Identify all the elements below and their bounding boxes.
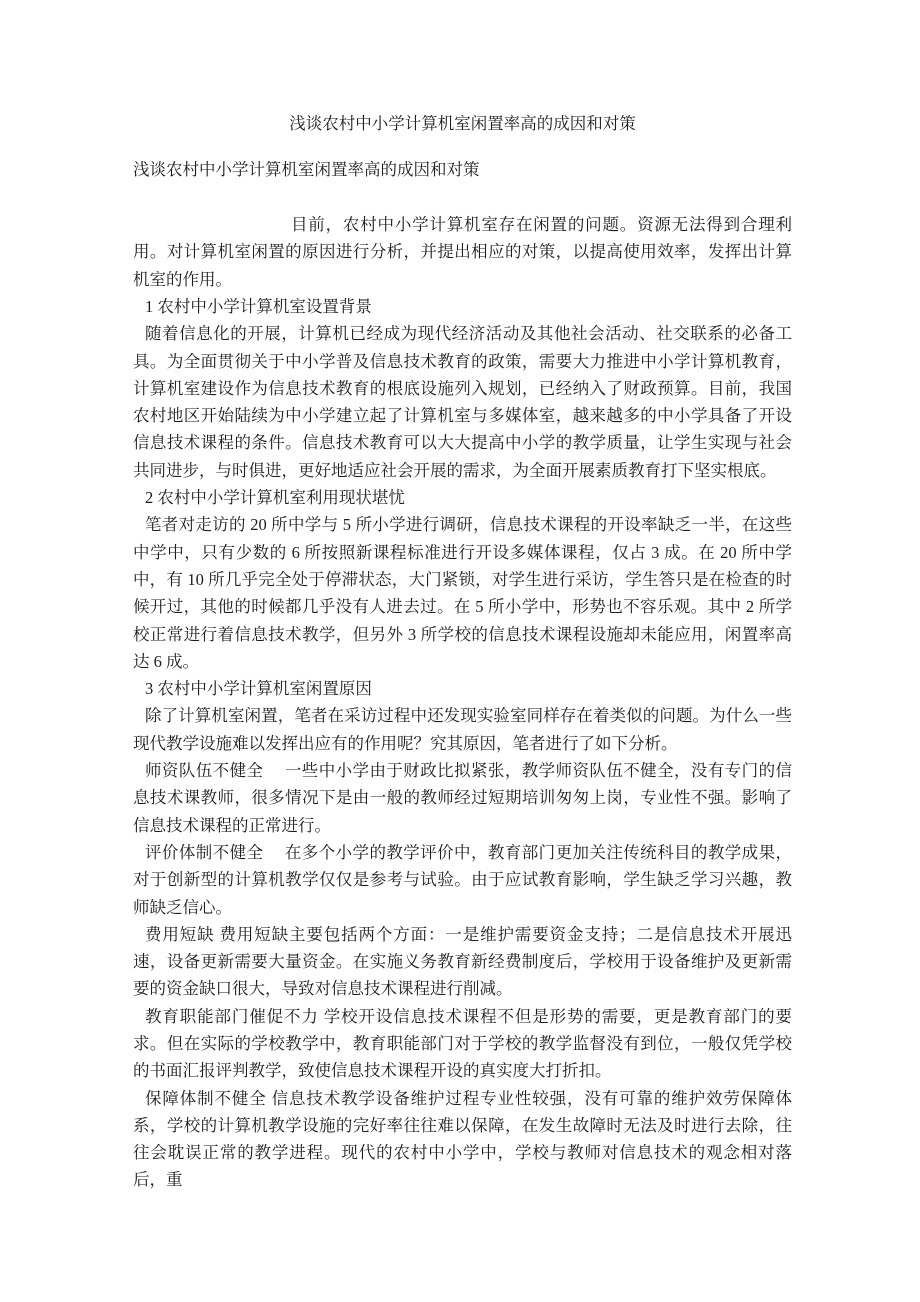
section-heading: 1 农村中小学计算机室设置背景 bbox=[145, 296, 372, 316]
paragraph: 随着信息化的开展，计算机已经成为现代经济活动及其他社会活动、社交联系的必备工具。为全面贯彻关于中小学普及信息技术教育的政策，需要大力推进中小学计算机教育，计算机室建设作为信息技术教育的根底设施列入规划，已经纳入了财政预算。目前，我国农村地区开始陆续为中小学建立起了计算机室与多媒体室，越来越多的中小学具备了开设信息技术课程的条件。信息技术教育可以大大提高中小学的教学质量，让学生实现与社会共同进步，与时俱进，更好地适应社会开展的需求，为全面开展素质教育打下坚实根底。 bbox=[133, 324, 792, 480]
paragraph: 师资队伍不健全 一些中小学由于财政比拟紧张，教学师资队伍不健全，没有专门的信息技术课教师，很多情况下是由一般的教师经过短期培训匆匆上岗，专业性不强。影响了信息技术课程的正常进行。 bbox=[133, 761, 792, 835]
paragraph: 费用短缺 费用短缺主要包括两个方面：一是维护需要资金支持；二是信息技术开展迅速，设备更新需要大量资金。在实施义务教育新经费制度后，学校用于设备维护及更新需要的资金缺口很大，导致对信息技术课程进行削减。 bbox=[133, 924, 792, 999]
document-title-repeat: 浅谈农村中小学计算机室闲置率高的成因和对策 bbox=[133, 160, 480, 180]
paragraph: 保障体制不健全 信息技术教学设备维护过程专业性较强，没有可靠的维护效劳保障体系，学校的计算机教学设施的完好率往往难以保障，在发生故障时无法及时进行去除，往往会耽误正常的教学进程。现代的农村中小学中，学校与教师对信息技术的观念相对落后，重 bbox=[133, 1088, 792, 1190]
document-content bbox=[133, 110, 792, 1194]
section-heading: 3 农村中小学计算机室闲置原因 bbox=[145, 679, 372, 699]
section-heading: 2 农村中小学计算机室利用现状堪忧 bbox=[145, 488, 405, 508]
document-title: 浅谈农村中小学计算机室闲置率高的成因和对策 bbox=[289, 114, 636, 133]
paragraph: 评价体制不健全 在多个小学的教学评价中，教育部门更加关注传统科目的教学成果，对于创新型的计算机教学仅仅是参考与试验。由于应试教育影响，学生缺乏学习兴趣，教师缺乏信心。 bbox=[133, 842, 792, 917]
paragraph: 教育职能部门催促不力 学校开设信息技术课程不但是形势的需要，更是教育部门的要求。但在实际的学校教学中，教育职能部门对于学校的教学监督没有到位，一般仅凭学校的书面汇报评判教学，致使信息技术课程开设的真实度大打折扣。 bbox=[133, 1006, 792, 1081]
paragraph: 目前，农村中小学计算机室存在闲置的问题。资源无法得到合理利用。对计算机室闲置的原因进行分析，并提出相应的对策，以提高使用效率，发挥出计算机室的作用。 bbox=[133, 215, 792, 289]
document-body bbox=[133, 211, 792, 1194]
paragraph: 除了计算机室闲置，笔者在采访过程中还发现实验室同样存在着类似的问题。为什么一些现代教学设施难以发挥出应有的作用呢？究其原因，笔者进行了如下分析。 bbox=[133, 706, 792, 753]
paragraph: 笔者对走访的 20 所中学与 5 所小学进行调研，信息技术课程的开设率缺乏一半，在这些中学中，只有少数的 6 所按照新课程标准进行开设多媒体课程，仅占 3 成。在 20 所中学中，有 10 所几乎完全处于停滞状态，大门紧锁，对学生进行采访，学生答只是在检查的时候开过，其他的时候都几乎没有人进去过。在 5 所小学中，形势也不容乐观。其中 2 所学校正常进行着信息技术教学，但另外 3 所学校的信息技术课程设施却未能应用，闲置率高达 6 成。 bbox=[133, 515, 793, 671]
